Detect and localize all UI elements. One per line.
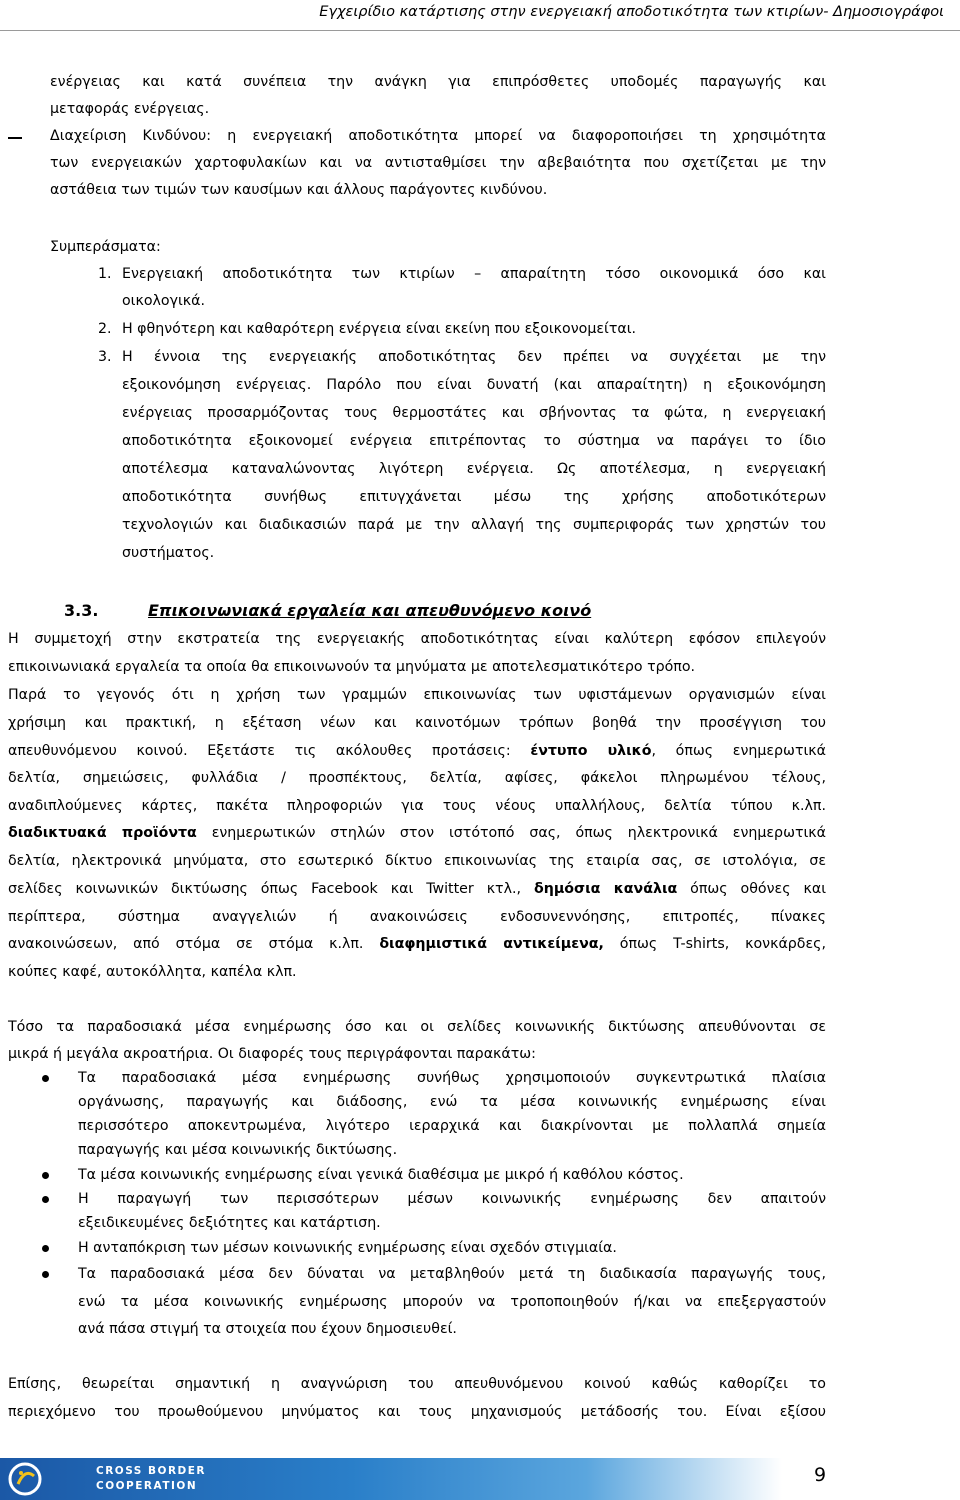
section-p2-line-11: κούπες καφέ, αυτοκόλλητα, καπέλα κλπ.	[8, 964, 297, 980]
bullet-icon	[42, 1075, 49, 1082]
bullet-5-line-1: Τα παραδοσιακά μέσα δεν δύναται να μεταβληθούν μετά τη διαδικασία παραγωγής τους,	[78, 1266, 826, 1282]
section-title: Επικοινωνιακά εργαλεία και απευθυνόμενο κοινό	[148, 601, 592, 620]
conclusion-3-line-7: τεχνολογιών και διαδικασιών παρά με την αλλαγή της συμπεριφοράς των χρηστών του	[122, 517, 826, 533]
bullet-1-line-3: περισσότερο αποκεντρωμένα, λιγότερο ιεραρχικά και διακρίνονται με πολλαπλά σημεία	[78, 1118, 826, 1134]
risk-line-2: των ενεργειακών χαρτοφυλακίων και να αντισταθμίσει την αβεβαιότητα που σχετίζεται με την	[50, 155, 826, 171]
header-divider	[0, 30, 960, 31]
page-footer	[0, 1458, 960, 1500]
bullet-icon	[42, 1245, 49, 1252]
section-p2-line-2: χρήσιμη και πρακτική, η εξέταση νέων και καινοτόμων τρόπων βοηθά την προσέγγιση του	[8, 715, 826, 731]
section-p2-line-3: απευθυνόμενου κοινού. Εξετάστε τις ακόλουθες προτάσεις: έντυπο υλικό, όπως ενημερωτικά	[8, 743, 826, 759]
public-channels-bold: δημόσια κανάλια	[533, 881, 678, 897]
conclusion-2-number: 2.	[98, 321, 112, 337]
section-p4-line-1: Επίσης, θεωρείται σημαντική η αναγνώριση του απευθυνόμενου κοινού καθώς καθορίζει το	[8, 1376, 826, 1392]
section-p2-line-10: ανακοινώσεων, από στόμα σε στόμα κ.λπ. διαφημιστικά αντικείμενα, όπως T-shirts, κονκάρδες,	[8, 936, 826, 952]
section-number: 3.3.	[64, 601, 99, 620]
conclusion-1-line-1: Ενεργειακή αποδοτικότητα των κτιρίων – απαραίτητη τόσο οικονομικά όσο και	[122, 266, 826, 282]
bullet-icon	[42, 1196, 49, 1203]
page-number: 9	[814, 1464, 827, 1486]
conclusion-3-line-1: Η έννοια της ενεργειακής αποδοτικότητας δεν πρέπει να συγχέεται με την	[122, 349, 826, 365]
section-p2-line-5: αναδιπλούμενες κάρτες, πακέτα πληροφοριών για τους νέους υπαλλήλους, δελτία τύπου κ.λπ.	[8, 798, 826, 814]
section-p2-line-1: Παρά το γεγονός ότι η χρήση των γραμμών επικοινωνίας των υφιστάμενων οργανισμών είναι	[8, 687, 826, 703]
bullet-5-line-3: ανά πάσα στιγμή τα στοιχεία που έχουν δημοσιευθεί.	[78, 1321, 457, 1337]
section-p3-line-2: μικρά ή μεγάλα ακροατήρια. Οι διαφορές τους περιγράφονται παρακάτω:	[8, 1046, 536, 1062]
section-p2-line-6: διαδικτυακά προϊόντα ενημερωτικών στηλών στον ιστότοπό σας, όπως ηλεκτρονικά ενημερωτικά	[8, 825, 827, 841]
bullet-3-line-1: Η παραγωγή των περισσότερων μέσων κοινωνικής ενημέρωσης δεν απαιτούν	[78, 1191, 826, 1207]
conclusion-3-line-8: συστήματος.	[122, 545, 215, 561]
bullet-4-line-1: Η ανταπόκριση των μέσων κοινωνικής ενημέρωσης είναι σχεδόν στιγμιαία.	[78, 1240, 617, 1256]
footer-brand-text: CROSS BORDER COOPERATION	[96, 1465, 207, 1492]
section-p4-line-2: περιεχόμενο του προωθούμενου μηνύματος και τους μηχανισμούς μετάδοσής του. Είναι εξίσου	[8, 1404, 826, 1420]
conclusion-3-number: 3.	[98, 349, 112, 365]
conclusions-title: Συμπεράσματα:	[50, 239, 161, 255]
conclusion-3-line-6: αποδοτικότητα συνήθως επιτυγχάνεται μέσω της χρήσης αποδοτικότερων	[122, 489, 826, 505]
bullet-1-line-1: Τα παραδοσιακά μέσα ενημέρωσης συνήθως χρησιμοποιούν συγκεντρωτικά πλαίσια	[78, 1070, 826, 1086]
bullet-1-line-2: οργάνωσης, παραγωγής και διάδοσης, ενώ τα μέσα κοινωνικής ενημέρωσης είναι	[78, 1094, 826, 1110]
section-p3-line-1: Τόσο τα παραδοσιακά μέσα ενημέρωσης όσο και οι σελίδες κοινωνικής δικτύωσης απευθύνονται σε	[8, 1019, 826, 1035]
eu-cooperation-logo-icon	[8, 1462, 42, 1496]
section-p1-line-1: Η συμμετοχή στην εκστρατεία της ενεργειακής αποδοτικότητας είναι καλύτερη εφόσον επιλεγούν	[8, 631, 826, 647]
section-p2-line-7: δελτία, ηλεκτρονικά μηνύματα, στο εσωτερικό δίκτυο επικοινωνίας της εταιρία σας, σε ιστολόγια, σε	[8, 853, 826, 869]
dash-bullet-icon	[8, 137, 22, 139]
section-p2-line-9: περίπτερα, σύστημα αναγγελιών ή ανακοινώσεις ενδοσυνεννόησης, επιτροπές, πίνακες	[8, 909, 826, 925]
conclusion-1-number: 1.	[98, 266, 112, 282]
online-products-bold: διαδικτυακά προϊόντα	[8, 825, 197, 841]
conclusion-3-line-3: ενέργειας προσαρμόζοντας τους θερμοστάτες και σβήνοντας τα φώτα, η ενεργειακή	[122, 405, 826, 421]
risk-line-3: αστάθεια των τιμών των καυσίμων και άλλους παράγοντες κινδύνου.	[50, 182, 548, 198]
intro-line-2: μεταφοράς ενέργειας.	[50, 101, 210, 117]
section-p2-line-8: σελίδες κοινωνικών δικτύωσης όπως Facebook και Twitter κτλ., δημόσια κανάλια όπως οθόνες και	[8, 881, 826, 897]
bullet-5-line-2: ενώ τα μέσα κοινωνικής ενημέρωσης μπορούν να τροποποιηθούν ή/και να επεξεργαστούν	[78, 1294, 826, 1310]
section-p1-line-2: επικοινωνιακά εργαλεία τα οποία θα επικοινωνούν τα μηνύματα με αποτελεσματικότερο τρόπο.	[8, 659, 696, 675]
printed-material-bold: έντυπο υλικό	[530, 743, 652, 759]
bullet-1-line-4: παραγωγής και μέσα κοινωνικής δικτύωσης.	[78, 1142, 398, 1158]
conclusion-3-line-2: εξοικονόμηση ενέργειας. Παρόλο που είναι δυνατή (και απαραίτητη) η εξοικονόμηση	[122, 377, 826, 393]
bullet-icon	[42, 1172, 49, 1179]
bullet-3-line-2: εξειδικευμένες δεξιότητες και κατάρτιση.	[78, 1215, 381, 1231]
conclusion-3-line-4: αποδοτικότητα εξοικονομεί ενέργεια επιτρέποντας το σύστημα να παράγει το ίδιο	[122, 433, 826, 449]
risk-line-1: Διαχείριση Κινδύνου: η ενεργειακή αποδοτικότητα μπορεί να διαφοροποιήσει τη χρησιμότητα	[50, 128, 826, 144]
section-p2-line-4: δελτία, σημειώσεις, φυλλάδια / προσπέκτους, δελτία, αφίσες, φάκελοι πληρωμένου τέλους,	[8, 770, 826, 786]
bullet-2-line-1: Τα μέσα κοινωνικής ενημέρωσης είναι γενικά διαθέσιμα με μικρό ή καθόλου κόστος.	[78, 1167, 684, 1183]
bullet-icon	[42, 1271, 49, 1278]
conclusion-2-line-1: Η φθηνότερη και καθαρότερη ενέργεια είναι εκείνη που εξοικονομείται.	[122, 321, 637, 337]
promo-items-bold: διαφημιστικά αντικείμενα,	[379, 936, 604, 952]
conclusion-1-line-2: οικολογικά.	[122, 293, 206, 309]
conclusion-3-line-5: αποτέλεσμα καταναλώνοντας λιγότερη ενέργεια. Ως αποτέλεσμα, η ενεργειακή	[122, 461, 826, 477]
intro-line-1: ενέργειας και κατά συνέπεια την ανάγκη για επιπρόσθετες υποδομές παραγωγής και	[50, 74, 826, 90]
running-header: Εγχειρίδιο κατάρτισης στην ενεργειακή αποδοτικότητα των κτιρίων- Δημοσιογράφοι	[319, 4, 944, 20]
